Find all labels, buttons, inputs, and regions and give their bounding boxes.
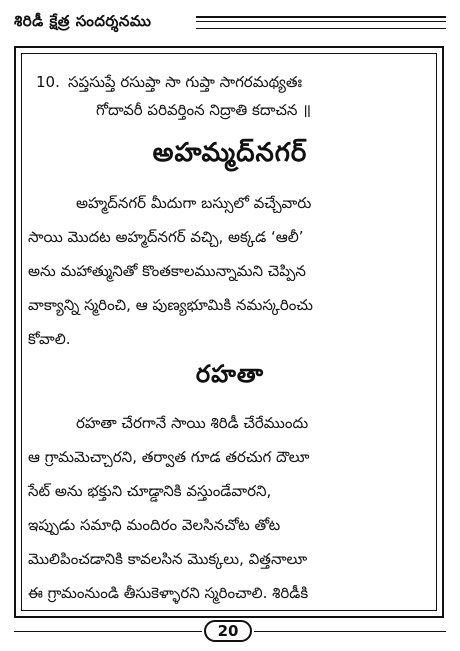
header-rule: [196, 16, 446, 29]
footer-rule-right: [254, 631, 446, 632]
paragraph-line: వాక్యాన్ని స్మరించి, ఆ పుణ్యభూమికి నమస్కరించు: [28, 296, 313, 314]
paragraph-line: కోవాలి.: [28, 330, 71, 348]
paragraph-line: సాయి మొదట అహ్మద్‌నగర్ వచ్చి, అక్కడ ‘ఆలీ’: [28, 228, 304, 246]
paragraph-line: సేట్ అను భక్తుని చూడ్డానికి వస్తుండేవారని,: [28, 482, 272, 500]
paragraph-line: మొలిపించడానికి కావలసిన మొక్కలు, విత్తనాలూ: [28, 550, 308, 568]
paragraph-line: ఈ గ్రామంనుండి తీసుకెళ్ళారని స్మరించాలి. శిరిడీకి: [28, 584, 309, 602]
running-header-title: శిరిడీ క్షేత్ర సందర్శనము: [14, 12, 152, 30]
section-paragraph-rahata: [28, 406, 432, 610]
verse-line-2: గోదావరీ పరివర్తింన నిద్రాతి కదాచన ॥: [96, 101, 312, 119]
paragraph-line: ఇప్పుడు సమాధి మందిరం వెలసినచోట తోట: [28, 516, 281, 534]
footer-rule-left: [14, 631, 202, 632]
verse-line-1: [36, 68, 426, 96]
page-number: 20: [204, 620, 252, 642]
paragraph-line: అను మహాత్మునితో కొంతకాలమున్నామని చెప్పిన: [28, 262, 306, 280]
paragraph-line: రహతా చేరగానే సాయి శిరిడీ చేరేముందు: [76, 414, 309, 432]
paragraph-line: అహ్మద్‌నగర్ మీదుగా బస్సులో వచ్చేవారు: [76, 194, 312, 212]
paragraph-line: ఆ గ్రామమెచ్చారని, తర్వాత గూడ తరచుగ దౌలూ: [28, 448, 310, 466]
verse-line-1-text: సప్తసుప్తే రసుప్తా సా గుప్తా సాగరమథ్యతః: [68, 73, 303, 91]
verse-number: 10.: [36, 73, 60, 91]
section-heading-ahmednagar: అహమ్మద్‌నగర్: [152, 138, 308, 168]
verse-block: [36, 68, 426, 124]
section-heading-rahata: రహతా: [195, 360, 265, 388]
section-paragraph-ahmednagar: [28, 186, 432, 356]
